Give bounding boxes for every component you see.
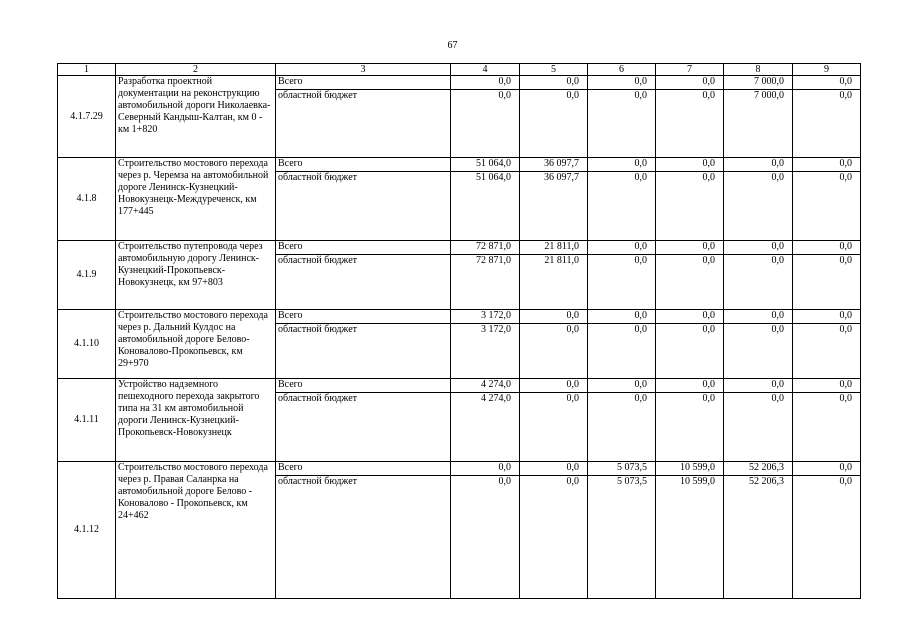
item-code: 4.1.12 [58,462,116,599]
amount-cell: 0,0 [656,240,724,254]
item-name: Строительство мостового перехода через р. Дальний Кулдос на автомобильной дороге Белово-Коновалово-Прокопьевск, км 29+970 [116,309,276,378]
amount-cell: 5 073,5 [588,462,656,476]
amount-cell: 51 064,0 [451,172,520,240]
amount-cell: 52 206,3 [724,462,793,476]
column-number: 9 [793,64,861,76]
column-number-row [58,64,861,76]
amount-cell: 0,0 [520,379,588,393]
amount-cell: 0,0 [520,393,588,462]
amount-cell: 0,0 [451,76,520,90]
table-row-total [58,240,861,254]
amount-cell: 4 274,0 [451,393,520,462]
amount-cell: 0,0 [793,476,861,599]
amount-cell: 0,0 [588,393,656,462]
item-name: Разработка проектной документации на реконструкцию автомобильной дороги Николаевка-Северный Кандыш-Калтан, км 0 - км 1+820 [116,76,276,158]
amount-cell: 0,0 [724,254,793,309]
funding-source: областной бюджет [276,90,451,158]
amount-cell: 0,0 [520,309,588,323]
funding-source: Всего [276,462,451,476]
amount-cell: 0,0 [724,172,793,240]
amount-cell: 7 000,0 [724,90,793,158]
amount-cell: 0,0 [793,76,861,90]
item-code: 4.1.10 [58,309,116,378]
amount-cell: 0,0 [588,172,656,240]
column-number: 3 [276,64,451,76]
amount-cell: 0,0 [793,379,861,393]
amount-cell: 72 871,0 [451,254,520,309]
amount-cell: 0,0 [793,158,861,172]
amount-cell: 0,0 [724,323,793,378]
amount-cell: 0,0 [588,90,656,158]
funding-source: Всего [276,240,451,254]
item-code: 4.1.9 [58,240,116,309]
item-name: Строительство мостового перехода через р. Правая Саланрка на автомобильной дороге Белово - Коновалово - Прокопьевск, км 24+462 [116,462,276,599]
amount-cell: 0,0 [451,90,520,158]
amount-cell: 0,0 [724,158,793,172]
amount-cell: 0,0 [588,379,656,393]
amount-cell: 0,0 [520,476,588,599]
amount-cell: 0,0 [451,462,520,476]
amount-cell: 0,0 [520,462,588,476]
amount-cell: 0,0 [724,379,793,393]
funding-source: областной бюджет [276,393,451,462]
item-name: Строительство путепровода через автомобильную дорогу Ленинск-Кузнецкий-Прокопьевск-Новокузнецк, км 97+803 [116,240,276,309]
amount-cell: 0,0 [724,240,793,254]
funding-source: областной бюджет [276,254,451,309]
amount-cell: 10 599,0 [656,476,724,599]
amount-cell: 0,0 [793,462,861,476]
amount-cell: 0,0 [793,172,861,240]
column-number: 8 [724,64,793,76]
amount-cell: 0,0 [656,309,724,323]
amount-cell: 0,0 [520,90,588,158]
table-row-total [58,309,861,323]
amount-cell: 0,0 [724,309,793,323]
amount-cell: 3 172,0 [451,323,520,378]
item-code: 4.1.11 [58,379,116,462]
page-number: 67 [447,40,458,51]
amount-cell: 0,0 [588,240,656,254]
budget-table [57,63,861,599]
item-code: 4.1.7.29 [58,76,116,158]
amount-cell: 0,0 [656,254,724,309]
column-number: 7 [656,64,724,76]
column-number: 5 [520,64,588,76]
column-number: 6 [588,64,656,76]
amount-cell: 52 206,3 [724,476,793,599]
amount-cell: 0,0 [656,172,724,240]
column-number: 1 [58,64,116,76]
funding-source: областной бюджет [276,323,451,378]
amount-cell: 0,0 [656,76,724,90]
amount-cell: 0,0 [588,309,656,323]
amount-cell: 36 097,7 [520,172,588,240]
item-code: 4.1.8 [58,158,116,240]
table-row-total [58,462,861,476]
amount-cell: 36 097,7 [520,158,588,172]
amount-cell: 10 599,0 [656,462,724,476]
funding-source: областной бюджет [276,476,451,599]
amount-cell: 51 064,0 [451,158,520,172]
table-row-total [58,379,861,393]
funding-source: Всего [276,379,451,393]
item-name: Строительство мостового перехода через р. Черемза на автомобильной дороге Ленинск-Кузнецкий-Новокузнецк-Междуреченск, км 177+445 [116,158,276,240]
table-row-total [58,158,861,172]
amount-cell: 0,0 [793,90,861,158]
amount-cell: 0,0 [520,76,588,90]
amount-cell: 21 811,0 [520,240,588,254]
amount-cell: 0,0 [656,323,724,378]
amount-cell: 0,0 [656,158,724,172]
amount-cell: 0,0 [656,393,724,462]
funding-source: Всего [276,309,451,323]
amount-cell: 0,0 [588,254,656,309]
amount-cell: 7 000,0 [724,76,793,90]
amount-cell: 0,0 [588,323,656,378]
column-number: 2 [116,64,276,76]
amount-cell: 0,0 [793,323,861,378]
amount-cell: 4 274,0 [451,379,520,393]
amount-cell: 72 871,0 [451,240,520,254]
amount-cell: 0,0 [793,240,861,254]
amount-cell: 0,0 [520,323,588,378]
funding-source: областной бюджет [276,172,451,240]
amount-cell: 0,0 [656,90,724,158]
amount-cell: 3 172,0 [451,309,520,323]
item-name: Устройство надземного пешеходного перехода закрытого типа на 31 км автомобильной дороги Ленинск-Кузнецкий-Прокопьевск-Новокузнецк [116,379,276,462]
amount-cell: 21 811,0 [520,254,588,309]
column-number: 4 [451,64,520,76]
amount-cell: 5 073,5 [588,476,656,599]
amount-cell: 0,0 [793,254,861,309]
table-row-total [58,76,861,90]
amount-cell: 0,0 [588,76,656,90]
amount-cell: 0,0 [793,309,861,323]
amount-cell: 0,0 [793,393,861,462]
amount-cell: 0,0 [451,476,520,599]
amount-cell: 0,0 [656,379,724,393]
amount-cell: 0,0 [724,393,793,462]
funding-source: Всего [276,158,451,172]
funding-source: Всего [276,76,451,90]
amount-cell: 0,0 [588,158,656,172]
